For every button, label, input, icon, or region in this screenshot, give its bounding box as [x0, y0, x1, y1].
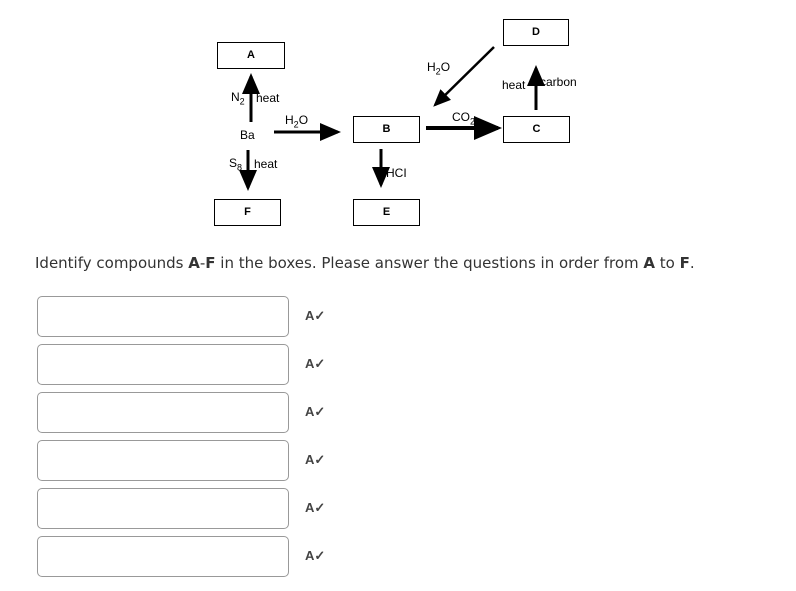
- question-text: Identify compounds A-F in the boxes. Please answer the questions in order from A to F.: [35, 254, 695, 272]
- spellcheck-icon[interactable]: A✓: [305, 404, 326, 419]
- box-d: D: [503, 19, 569, 46]
- start-ba: Ba: [240, 128, 255, 142]
- spellcheck-icon[interactable]: A✓: [305, 500, 326, 515]
- spellcheck-icon[interactable]: A✓: [305, 356, 326, 371]
- spellcheck-icon[interactable]: A✓: [305, 452, 326, 467]
- label-h2o-d: $H_2O$: [427, 60, 451, 77]
- box-e: E: [353, 199, 420, 226]
- box-b: B: [353, 116, 420, 143]
- label-co2: $CO_2$: [452, 110, 476, 127]
- answer-input-e[interactable]: [37, 488, 289, 529]
- label-carbon: carbon: [540, 75, 577, 89]
- label-hcl: HCI: [386, 166, 407, 180]
- box-f: F: [214, 199, 281, 226]
- answer-input-d[interactable]: [37, 440, 289, 481]
- label-heat-f: heat: [254, 157, 278, 171]
- box-a: A: [217, 42, 285, 69]
- label-heat-c: heat: [502, 78, 526, 92]
- label-s8: $S_8$: [229, 156, 243, 173]
- label-heat-a: heat: [256, 91, 280, 105]
- spellcheck-icon[interactable]: A✓: [305, 548, 326, 563]
- spellcheck-icon[interactable]: A✓: [305, 308, 326, 323]
- answer-input-c[interactable]: [37, 392, 289, 433]
- label-h2o-b: $H_2O$: [285, 113, 309, 130]
- answer-input-f[interactable]: [37, 536, 289, 577]
- answer-input-a[interactable]: [37, 296, 289, 337]
- label-n2: $N_2$: [231, 90, 245, 107]
- answer-input-b[interactable]: [37, 344, 289, 385]
- box-c: C: [503, 116, 570, 143]
